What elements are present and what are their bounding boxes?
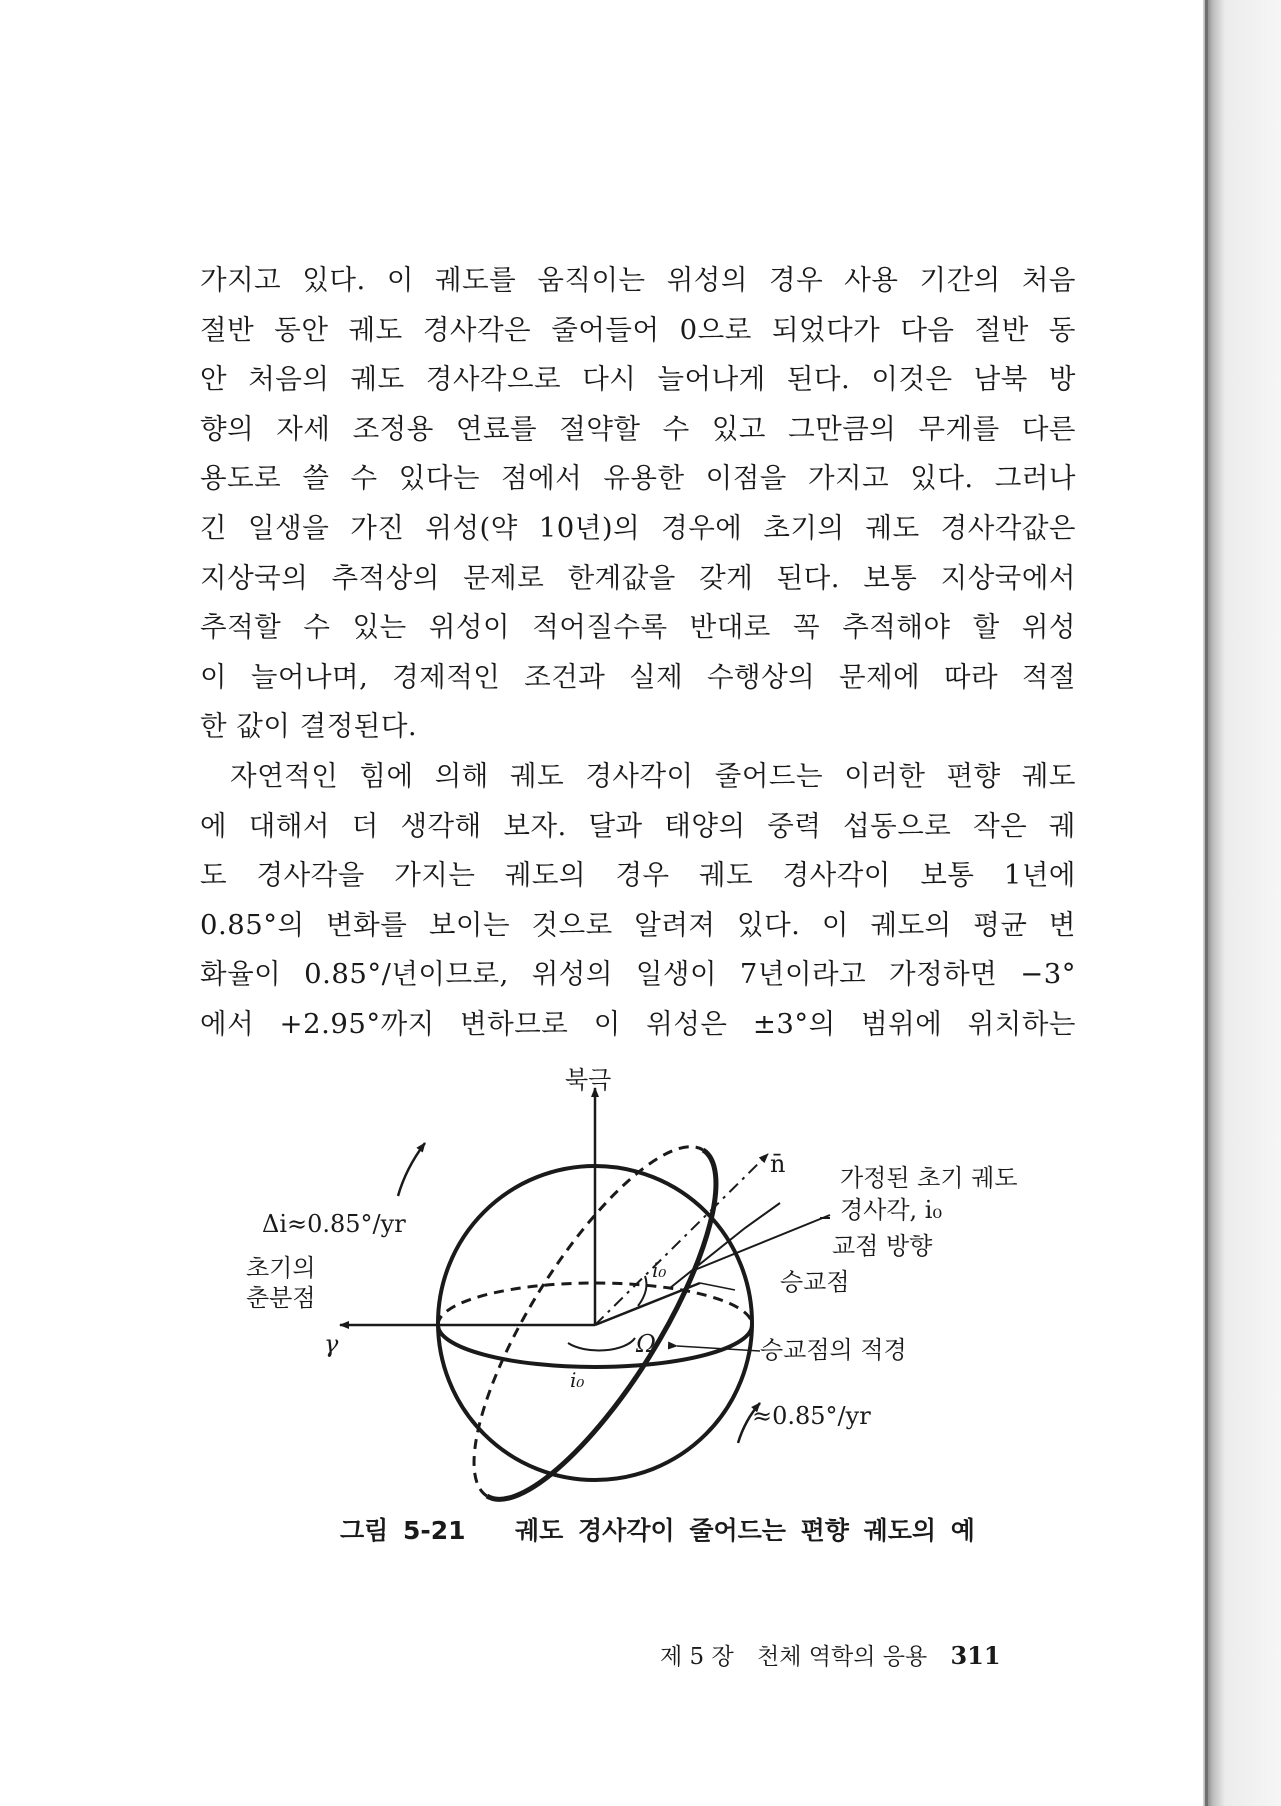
node-line — [595, 1283, 700, 1325]
page-number: 311 — [950, 1641, 1001, 1670]
body-line: 안 처음의 궤도 경사각으로 다시 늘어나게 된다. 이것은 남북 방 — [200, 363, 1076, 396]
caption-label: 그림 5-21 — [340, 1516, 466, 1545]
assumed-inclination-label: 가정된 초기 궤도 — [840, 1164, 1018, 1192]
body-line: 도 경사각을 가지는 궤도의 경우 궤도 경사각이 보통 1년에 — [200, 859, 1076, 892]
running-footer — [660, 1638, 1040, 1671]
caption-text: 궤도 경사각이 줄어드는 편향 궤도의 예 — [515, 1516, 975, 1545]
body-line: 한 값이 결정된다. — [200, 710, 418, 743]
north-pole-label: 북극 — [565, 1066, 612, 1094]
delta-i-label: Δi≈0.85°/yr — [262, 1210, 406, 1238]
i0-center-label: i₀ — [652, 1258, 667, 1282]
body-line: 이 늘어나며, 경제적인 조건과 실제 수행상의 문제에 따라 적절 — [200, 660, 1076, 693]
page-edge — [1203, 0, 1281, 1806]
body-line: 지상국의 추적상의 문제로 한계값을 갖게 된다. 보통 지상국에서 — [200, 561, 1076, 594]
delta-i-arrow — [398, 1143, 425, 1196]
orbit-back — [433, 1116, 703, 1496]
figure-caption — [340, 1511, 975, 1547]
body-line: 에 대해서 더 생각해 보자. 달과 태양의 중력 섭동으로 작은 궤 — [200, 809, 1076, 842]
body-text — [200, 256, 1076, 1050]
orbit-figure — [240, 1068, 1060, 1488]
raan-label: 승교점의 적경 — [760, 1336, 907, 1364]
equinox-label: 춘분점 — [246, 1284, 316, 1312]
body-line: 긴 일생을 가진 위성(약 10년)의 경우에 초기의 궤도 경사각값은 — [200, 511, 1076, 544]
n-bar-label: n̄ — [770, 1150, 786, 1178]
body-line: 자연적인 힘에 의해 궤도 경사각이 줄어드는 이러한 편향 궤도 — [230, 759, 1076, 792]
initial-label: 초기의 — [246, 1254, 316, 1282]
body-line: 에서 +2.95°까지 변하므로 이 위성은 ±3°의 범위에 위치하는 — [200, 1007, 1076, 1040]
omega-label: Ω — [636, 1330, 656, 1358]
orbit-diagram — [240, 1068, 1060, 1488]
body-line: 화율이 0.85°/년이므로, 위성의 일생이 7년이라고 가정하면 −3° — [200, 958, 1076, 991]
i0-lower-label: i₀ — [570, 1368, 585, 1392]
body-line: 향의 자세 조정용 연료를 절약할 수 있고 그만큼의 무게를 다른 — [200, 412, 1076, 445]
equator-front — [438, 1325, 752, 1367]
assumed-inclination-label-2: 경사각, i₀ — [840, 1196, 943, 1224]
rate-label: ≈0.85°/yr — [752, 1402, 871, 1430]
body-line: 용도로 쓸 수 있다는 점에서 유용한 이점을 가지고 있다. 그러나 — [200, 462, 1076, 495]
gamma-label: γ — [324, 1330, 339, 1358]
body-line: 절반 동안 궤도 경사각은 줄어들어 0으로 되었다가 다음 절반 동 — [200, 313, 1076, 346]
footer-title: 천체 역학의 응용 — [757, 1644, 928, 1670]
omega-arc — [568, 1338, 635, 1350]
body-line: 추적할 수 있는 위성이 적어질수록 반대로 꼭 추적해야 할 위성 — [200, 611, 1076, 644]
orbit-front — [487, 1150, 757, 1530]
body-line: 가지고 있다. 이 궤도를 움직이는 위성의 경우 사용 기간의 처음 — [200, 264, 1076, 296]
node-direction-line — [670, 1203, 780, 1288]
node-direction-label: 교점 방향 — [832, 1232, 933, 1260]
footer-chapter: 제 5 장 — [660, 1644, 734, 1670]
body-line: 0.85°의 변화를 보이는 것으로 알려져 있다. 이 궤도의 평균 변 — [200, 908, 1076, 941]
ascending-node-label: 승교점 — [780, 1268, 850, 1296]
leader — [700, 1283, 735, 1290]
